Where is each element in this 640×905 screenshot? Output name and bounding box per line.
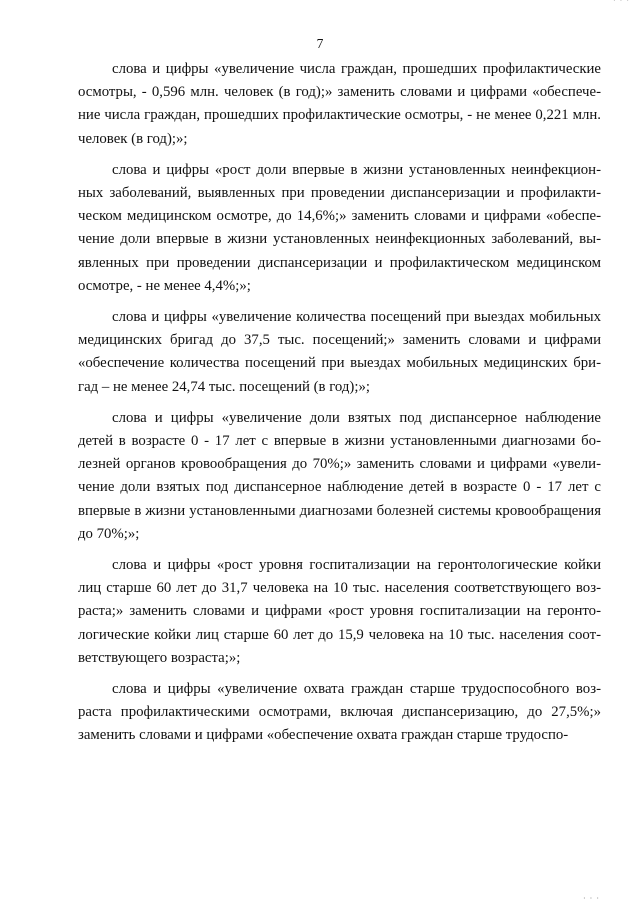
paragraph-5: слова и цифры «рост уровня госпитализации на геронтологические койки лиц старше 60 лет до 31,7 человека на 10 тыс. населения соответствующего возраста;» заменить словами и цифрами «рост уровня госпитализации на геронтологические койки лиц старше 60 лет до 15,9 человека на 10 тыс. населения соответствующего возраста;»; bbox=[78, 557, 601, 666]
scan-artifact-mark: · · · bbox=[583, 894, 600, 903]
page-number: 7 bbox=[316, 36, 324, 51]
scan-artifact-mark: · · · bbox=[613, 0, 630, 5]
paragraph-1: слова и цифры «увеличение числа граждан, прошедших профилактические осмотры, - 0,596 млн. человек (в год);» заменить словами и цифрами «обеспечение числа граждан, прошедших профилактические осмотры, - не менее 0,221 млн. человек (в год);»; bbox=[78, 61, 601, 147]
paragraph-4: слова и цифры «увеличение доли взятых под диспансерное наблюдение детей в возрасте 0 - 17 лет с впервые в жизни установленными диагнозами болезней органов кровообращения до 70%;» заменить словами и цифрами «увеличение доли взятых под диспансерное наблюдение детей в возрасте 0 - 17 лет с впервые в жизни установленными диагнозами болезней системы кровообращения до 70%;»; bbox=[78, 409, 601, 542]
paragraph-6: слова и цифры «увеличение охвата граждан старше трудоспособного возраста профилактическими осмотрами, включая диспансеризацию, до 27,5%;» заменить словами и цифрами «обеспечение охвата граждан старше трудоспо- bbox=[78, 681, 601, 744]
document-body bbox=[78, 58, 601, 756]
paragraph-2: слова и цифры «рост доли впервые в жизни установленных неинфекционных заболеваний, выявленных при проведении диспансеризации и профилактическом медицинском осмотре, до 14,6%;» заменить словами и цифрами «обеспечение доли впервые в жизни установленных неинфекционных заболеваний, выявленных при проведении диспансеризации и профилактическом медицинском осмотре, - не менее 4,4%;»; bbox=[78, 161, 601, 294]
paragraph-3: слова и цифры «увеличение количества посещений при выездах мобильных медицинских бригад до 37,5 тыс. посещений;» заменить словами и цифрами «обеспечение количества посещений при выездах мобильных медицинских бригад – не менее 24,74 тыс. посещений (в год);»; bbox=[78, 309, 601, 395]
